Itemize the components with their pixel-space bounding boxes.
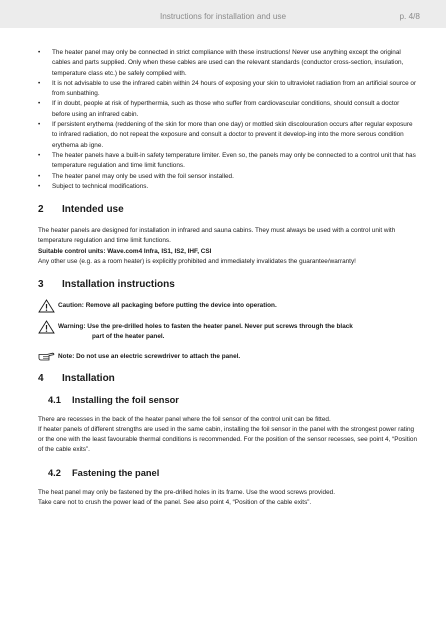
list-item: • The heater panel may only be used with the foil sensor installed. (38, 172, 418, 182)
suitable-control-units: Suitable control units: Wave.com4 Infra, IS1, IS2, IHF, CSI (38, 247, 212, 255)
page-number: p. 4/8 (399, 12, 420, 21)
document-title: Instructions for installation and use (159, 12, 287, 21)
caution-text: Caution: Remove all packaging before putting the device into operation. (58, 302, 277, 310)
list-item: • Subject to technical modifications. (38, 182, 418, 192)
safety-bullet-list (38, 48, 418, 192)
list-item: • If persistent erythema (reddening of the skin for more than one day) or mottled skin discolouration occurs after regular exposure to infrared radiation, do not repeat the exposure and consult a doctor to prevent it develop-ing into the more serous condition erythema ab igne. (38, 120, 418, 151)
section-number: 4 (38, 372, 44, 384)
foil-sensor-paragraph-1: There are recesses in the back of the heater panel where the foil sensor of the control unit can be fitted. (38, 415, 331, 423)
page-header (0, 0, 446, 28)
subsection-number: 4.1 (48, 394, 61, 405)
list-item: • The heater panel may only be connected in strict compliance with these instructions! Never use anything except the original cables and parts supplied. Only when these cables are used can the relevant standards (conductor cross-section, insulation, temperature class etc.) be safely complied with. (38, 48, 418, 79)
subsection-heading-fastening (48, 468, 418, 479)
warning-triangle-icon (38, 299, 55, 313)
pointing-hand-icon (38, 352, 55, 361)
section-title: Intended use (62, 204, 124, 216)
warning-note (38, 322, 418, 343)
list-item: • If in doubt, people at risk of hyperthermia, such as those who suffer from cardiovascular conditions, should consult a doctor before using an infrared cabin. (38, 99, 418, 120)
section-title: Installation (62, 372, 115, 384)
section-number: 3 (38, 279, 44, 291)
section-title: Installation instructions (62, 279, 175, 291)
screwdriver-note (38, 352, 418, 362)
intended-use-paragraph: The heater panels are designed for installation in infrared and sauna cabins. They must always be used with a control unit with temperature regulation and time limit functions. (38, 227, 396, 245)
section-heading-installation-instructions (38, 279, 418, 291)
section-heading-intended-use (38, 204, 418, 216)
list-item: • The heater panels have a built-in safety temperature limiter. Even so, the panels may only be connected to a control unit that has temperature regulation and time limit functions. (38, 151, 418, 172)
warning-text-line1: Warning: Use the pre-drilled holes to fasten the heater panel. Never put screws through the black (58, 322, 353, 330)
page-content (38, 48, 418, 508)
section-heading-installation (38, 373, 418, 385)
foil-sensor-paragraph-2: If heater panels of different strengths are used in the same cabin, installing the foil sensor in the panel with the strongest power rating or the one with the least favourable thermal conditions is recommended. For the position of the sensor recesses, see point 4, “Position of the cable exits”. (38, 425, 418, 454)
caution-note (38, 301, 418, 311)
subsection-heading-foil-sensor (48, 395, 418, 406)
section-number: 2 (38, 204, 44, 216)
fastening-paragraph-2: Take care not to crush the power lead of the panel. See also point 4, “Position of the cable exits”. (38, 499, 312, 507)
fastening-paragraph-1: The heat panel may only be fastened by the pre-drilled holes in its frame. Use the wood screws provided. (38, 488, 335, 496)
prohibited-use-paragraph: Any other use (e.g. as a room heater) is explicitly prohibited and immediately invalidates the guarantee/warranty! (38, 258, 356, 266)
subsection-title: Installing the foil sensor (72, 394, 179, 405)
warning-text-line2: part of the heater panel. (92, 332, 165, 340)
subsection-number: 4.2 (48, 467, 61, 478)
list-item: • It is not advisable to use the infrared cabin within 24 hours of exposing your skin to ultraviolet radiation from an artificial source or from sunbathing. (38, 79, 418, 100)
warning-triangle-icon (38, 320, 55, 334)
note-text: Note: Do not use an electric screwdriver to attach the panel. (58, 353, 241, 361)
subsection-title: Fastening the panel (72, 467, 160, 478)
